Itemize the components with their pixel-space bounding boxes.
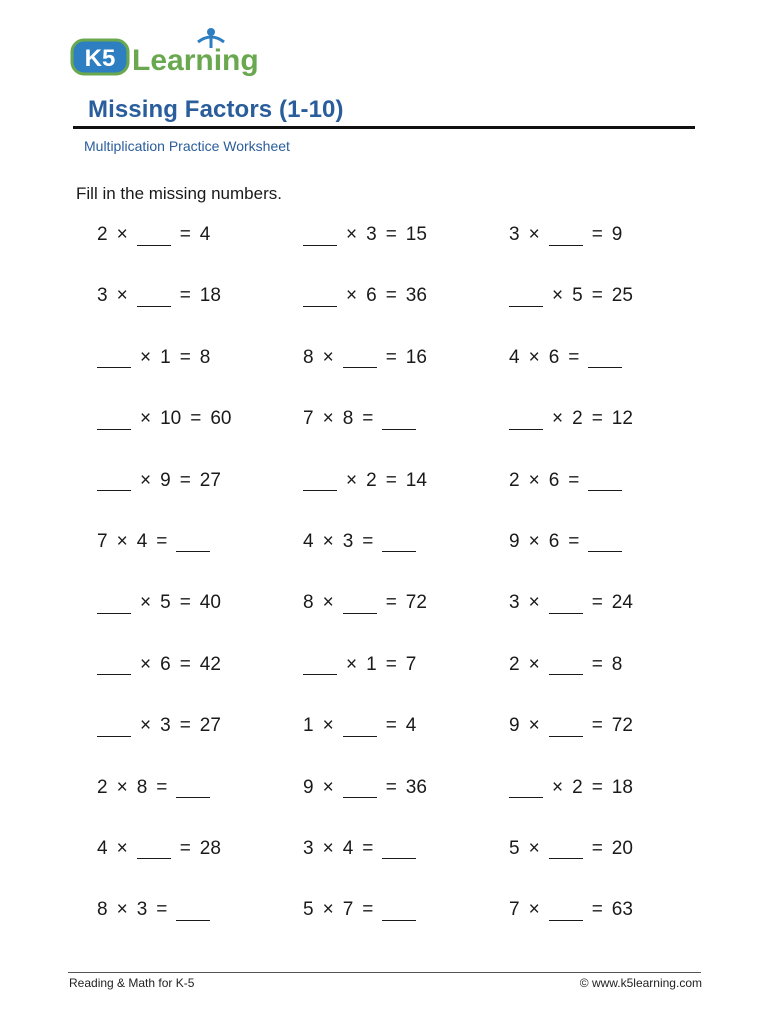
equals-sign: = [385, 592, 397, 614]
equals-sign: = [591, 285, 603, 307]
times-sign: × [528, 899, 540, 921]
problem-item [95, 588, 301, 618]
problem-number: 8 [611, 653, 623, 675]
answer-blank[interactable] [549, 225, 583, 246]
problem-grid [95, 220, 715, 957]
problem-number: 7 [405, 653, 417, 675]
equals-sign: = [179, 346, 191, 368]
problem-item [301, 588, 507, 618]
answer-blank[interactable] [382, 531, 416, 552]
problem-number: 27 [199, 715, 221, 737]
equals-sign: = [385, 469, 397, 491]
times-sign: × [552, 408, 564, 430]
problem-number: 4 [199, 224, 211, 245]
problem-number: 2 [509, 469, 520, 491]
problem-item [301, 773, 507, 803]
times-sign: × [140, 469, 152, 491]
problem-number: 2 [509, 653, 520, 675]
answer-blank[interactable] [303, 286, 337, 307]
problem-item [95, 343, 301, 373]
times-sign: × [528, 837, 540, 859]
equals-sign: = [179, 285, 191, 307]
answer-blank[interactable] [382, 900, 416, 921]
times-sign: × [552, 776, 564, 798]
problem-number: 14 [405, 469, 427, 491]
footer-website: © www.k5learning.com [579, 976, 702, 990]
problem-item [95, 466, 301, 496]
problem-number: 3 [509, 592, 520, 614]
problem-item [507, 404, 713, 434]
problem-number: 4 [405, 715, 417, 737]
problem-item [95, 773, 301, 803]
problem-number: 27 [199, 469, 221, 491]
equals-sign: = [591, 224, 603, 245]
problem-number: 5 [572, 285, 583, 307]
times-sign: × [552, 285, 564, 307]
problem-item [507, 588, 713, 618]
answer-blank[interactable] [97, 716, 131, 737]
problem-number: 9 [160, 469, 171, 491]
logo-wordmark: Learning [132, 44, 259, 77]
times-sign: × [528, 224, 540, 245]
equals-sign: = [156, 530, 168, 552]
times-sign: × [116, 285, 128, 307]
problem-number: 36 [405, 285, 427, 307]
problem-item [507, 650, 713, 680]
answer-blank[interactable] [588, 347, 622, 368]
equals-sign: = [179, 653, 191, 675]
problem-number: 18 [199, 285, 221, 307]
times-sign: × [346, 285, 358, 307]
problem-number: 36 [405, 776, 427, 798]
problem-number: 9 [303, 776, 314, 798]
equals-sign: = [362, 837, 374, 859]
times-sign: × [528, 592, 540, 614]
problem-item [95, 220, 301, 250]
times-sign: × [322, 776, 334, 798]
answer-blank[interactable] [549, 654, 583, 675]
problem-number: 63 [611, 899, 633, 921]
answer-blank[interactable] [303, 654, 337, 675]
problem-number: 2 [97, 776, 108, 798]
page-title: Missing Factors (1-10) [88, 96, 344, 123]
answer-blank[interactable] [588, 531, 622, 552]
problem-number: 8 [303, 346, 314, 368]
problem-number: 4 [136, 530, 148, 552]
problem-number: 5 [509, 837, 520, 859]
problem-item [301, 220, 507, 250]
answer-blank[interactable] [97, 470, 131, 491]
problem-item [301, 343, 507, 373]
answer-blank[interactable] [343, 347, 377, 368]
equals-sign: = [179, 837, 191, 859]
problem-number: 24 [611, 592, 633, 614]
problem-item [95, 527, 301, 557]
problem-item [507, 466, 713, 496]
answer-blank[interactable] [176, 531, 210, 552]
footer-divider [68, 972, 701, 973]
problem-number: 4 [303, 530, 314, 552]
instructions: Fill in the missing numbers. [76, 184, 282, 203]
problem-number: 3 [342, 530, 354, 552]
problem-number: 9 [611, 224, 623, 245]
problem-item [507, 281, 713, 311]
times-sign: × [528, 653, 540, 675]
answer-blank[interactable] [97, 409, 131, 430]
problem-item [301, 895, 507, 925]
problem-number: 7 [509, 899, 520, 921]
answer-blank[interactable] [382, 838, 416, 859]
problem-item [301, 281, 507, 311]
k5-learning-logo [70, 26, 270, 78]
times-sign: × [140, 715, 152, 737]
answer-blank[interactable] [343, 777, 377, 798]
problem-item [301, 711, 507, 741]
equals-sign: = [591, 408, 603, 430]
problem-item [507, 711, 713, 741]
equals-sign: = [385, 346, 397, 368]
answer-blank[interactable] [343, 593, 377, 614]
problem-item [95, 404, 301, 434]
problem-number: 3 [136, 899, 148, 921]
problem-number: 9 [509, 530, 520, 552]
problem-item [301, 834, 507, 864]
problem-item [507, 343, 713, 373]
answer-blank[interactable] [137, 838, 171, 859]
times-sign: × [322, 346, 334, 368]
times-sign: × [116, 776, 128, 798]
answer-blank[interactable] [303, 470, 337, 491]
problem-number: 72 [611, 715, 633, 737]
times-sign: × [322, 592, 334, 614]
problem-number: 1 [160, 346, 171, 368]
problem-item [301, 527, 507, 557]
answer-blank[interactable] [588, 470, 622, 491]
times-sign: × [346, 653, 358, 675]
problem-number: 9 [509, 715, 520, 737]
answer-blank[interactable] [343, 716, 377, 737]
answer-blank[interactable] [549, 900, 583, 921]
answer-blank[interactable] [303, 225, 337, 246]
problem-number: 2 [366, 469, 377, 491]
problem-number: 5 [303, 899, 314, 921]
equals-sign: = [362, 530, 374, 552]
times-sign: × [116, 837, 128, 859]
times-sign: × [322, 715, 334, 737]
problem-number: 12 [611, 408, 633, 430]
problem-item [95, 711, 301, 741]
equals-sign: = [190, 408, 202, 430]
problem-number: 10 [160, 408, 182, 430]
problem-number: 2 [97, 224, 108, 245]
equals-sign: = [591, 899, 603, 921]
problem-item [507, 834, 713, 864]
problem-number: 5 [160, 592, 171, 614]
equals-sign: = [362, 408, 374, 430]
problem-number: 3 [97, 285, 108, 307]
equals-sign: = [385, 776, 397, 798]
problem-number: 18 [611, 776, 633, 798]
times-sign: × [116, 224, 128, 245]
title-divider [73, 126, 695, 129]
problem-number: 3 [303, 837, 314, 859]
problem-number: 72 [405, 592, 427, 614]
problem-number: 2 [572, 776, 583, 798]
equals-sign: = [385, 715, 397, 737]
answer-blank[interactable] [549, 716, 583, 737]
problem-number: 8 [136, 776, 148, 798]
page-subtitle: Multiplication Practice Worksheet [84, 138, 290, 154]
problem-item [301, 466, 507, 496]
answer-blank[interactable] [137, 225, 171, 246]
equals-sign: = [591, 653, 603, 675]
answer-blank[interactable] [97, 654, 131, 675]
problem-number: 6 [160, 653, 171, 675]
problem-number: 6 [366, 285, 377, 307]
times-sign: × [528, 469, 540, 491]
logo-badge: K5 [84, 45, 116, 72]
problem-number: 20 [611, 837, 633, 859]
equals-sign: = [385, 224, 397, 245]
problem-number: 16 [405, 346, 427, 368]
problem-number: 6 [548, 346, 560, 368]
answer-blank[interactable] [509, 409, 543, 430]
problem-number: 6 [548, 469, 560, 491]
problem-number: 25 [611, 285, 633, 307]
equals-sign: = [568, 346, 580, 368]
times-sign: × [322, 530, 334, 552]
equals-sign: = [591, 592, 603, 614]
problem-item [507, 220, 713, 250]
problem-item [507, 895, 713, 925]
answer-blank[interactable] [549, 838, 583, 859]
problem-item [301, 650, 507, 680]
problem-number: 4 [509, 346, 520, 368]
times-sign: × [528, 715, 540, 737]
problem-number: 4 [342, 837, 354, 859]
times-sign: × [528, 346, 540, 368]
equals-sign: = [179, 224, 191, 245]
times-sign: × [346, 469, 358, 491]
times-sign: × [346, 224, 358, 245]
answer-blank[interactable] [382, 409, 416, 430]
answer-blank[interactable] [176, 777, 210, 798]
times-sign: × [140, 408, 152, 430]
problem-number: 1 [366, 653, 377, 675]
times-sign: × [116, 899, 128, 921]
equals-sign: = [362, 899, 374, 921]
times-sign: × [140, 653, 152, 675]
equals-sign: = [179, 469, 191, 491]
problem-number: 7 [97, 530, 108, 552]
problem-number: 8 [303, 592, 314, 614]
problem-number: 6 [548, 530, 560, 552]
equals-sign: = [179, 592, 191, 614]
problem-number: 3 [509, 224, 520, 245]
equals-sign: = [568, 530, 580, 552]
problem-number: 40 [199, 592, 221, 614]
problem-number: 42 [199, 653, 221, 675]
problem-item [507, 773, 713, 803]
equals-sign: = [568, 469, 580, 491]
footer-tagline: Reading & Math for K-5 [69, 976, 195, 990]
problem-number: 4 [97, 837, 108, 859]
problem-item [95, 281, 301, 311]
equals-sign: = [179, 715, 191, 737]
equals-sign: = [591, 715, 603, 737]
answer-blank[interactable] [509, 286, 543, 307]
times-sign: × [116, 530, 128, 552]
problem-number: 28 [199, 837, 221, 859]
problem-number: 2 [572, 408, 583, 430]
equals-sign: = [385, 653, 397, 675]
equals-sign: = [156, 899, 168, 921]
answer-blank[interactable] [97, 347, 131, 368]
times-sign: × [140, 346, 152, 368]
equals-sign: = [591, 837, 603, 859]
times-sign: × [322, 408, 334, 430]
problem-number: 60 [210, 408, 232, 430]
problem-number: 1 [303, 715, 314, 737]
problem-item [95, 895, 301, 925]
problem-item [507, 527, 713, 557]
problem-number: 7 [342, 899, 354, 921]
problem-number: 8 [342, 408, 354, 430]
times-sign: × [140, 592, 152, 614]
times-sign: × [528, 530, 540, 552]
problem-number: 3 [366, 224, 377, 245]
problem-item [301, 404, 507, 434]
times-sign: × [322, 899, 334, 921]
equals-sign: = [385, 285, 397, 307]
problem-item [95, 834, 301, 864]
answer-blank[interactable] [137, 286, 171, 307]
problem-number: 8 [199, 346, 211, 368]
problem-item [95, 650, 301, 680]
times-sign: × [322, 837, 334, 859]
answer-blank[interactable] [509, 777, 543, 798]
problem-number: 8 [97, 899, 108, 921]
answer-blank[interactable] [97, 593, 131, 614]
equals-sign: = [591, 776, 603, 798]
answer-blank[interactable] [549, 593, 583, 614]
equals-sign: = [156, 776, 168, 798]
answer-blank[interactable] [176, 900, 210, 921]
problem-number: 7 [303, 408, 314, 430]
problem-number: 3 [160, 715, 171, 737]
problem-number: 15 [405, 224, 427, 245]
